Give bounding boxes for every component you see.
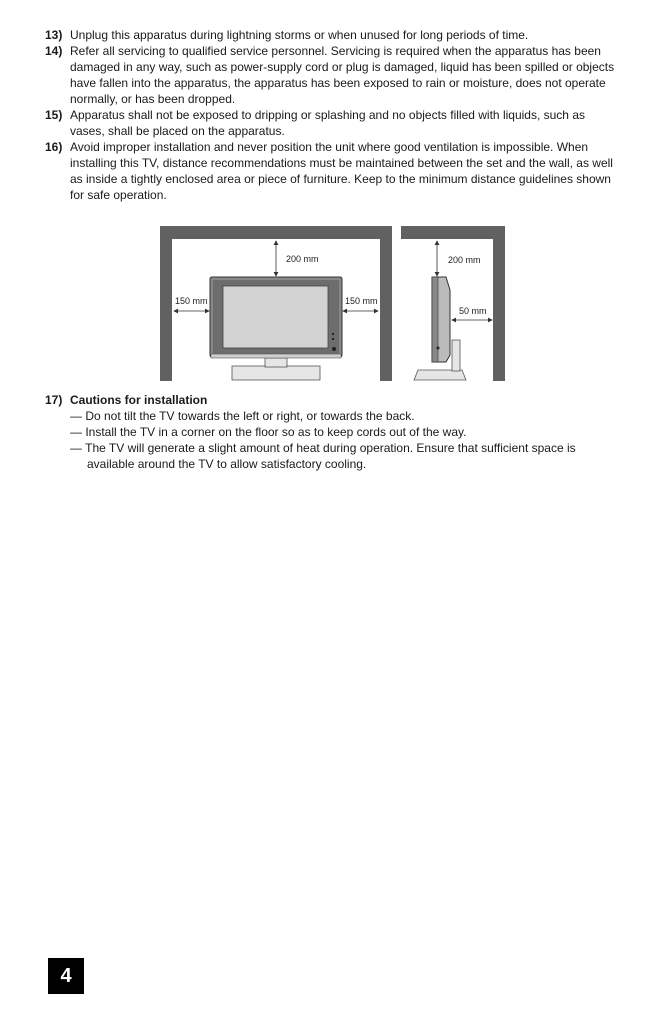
side-top-label: 200 mm	[448, 255, 481, 265]
instruction-number: 14)	[45, 44, 63, 58]
clearance-diagram	[0, 0, 661, 400]
right-wall	[380, 226, 392, 381]
instruction-number: 15)	[45, 108, 63, 122]
instruction-text: Refer all servicing to qualified service personnel. Servicing is required when the apparatus has been damaged in any way, such as power-supply cord or plug is damaged, liquid has been spilled or objects have fallen into the apparatus, the apparatus has been exposed to rain or moisture, does not operate normally, or has been dropped.	[70, 44, 615, 106]
ceiling-wall	[160, 226, 392, 239]
instruction-17	[45, 392, 620, 472]
instruction-text: Avoid improper installation and never position the unit where good ventilation is impossible. When installing this TV, distance recommendations must be maintained between the set and the wall, as well as inside a tightly enclosed area or piece of furniture. Keep to the minimum distance guidelines shown for safe operation.	[70, 140, 613, 202]
front-top-label: 200 mm	[286, 254, 319, 264]
caution-line: — Do not tilt the TV towards the left or right, or towards the back.	[70, 409, 415, 423]
caution-line: — The TV will generate a slight amount of heat during operation. Ensure that sufficient space is available around the TV to allow satisfactory cooling.	[70, 441, 576, 471]
front-left-label: 150 mm	[175, 296, 208, 306]
back-wall	[493, 226, 505, 381]
ceiling-wall	[401, 226, 505, 239]
tv-side-icon	[414, 277, 466, 380]
left-wall	[160, 226, 172, 381]
page-number: 4	[48, 958, 84, 994]
instruction-number: 16)	[45, 140, 63, 154]
side-view	[401, 226, 505, 381]
instruction-number: 13)	[45, 28, 63, 42]
cautions-heading: Cautions for installation	[70, 393, 208, 407]
caution-line: — Install the TV in a corner on the floor so as to keep cords out of the way.	[70, 425, 467, 439]
instruction-number: 17)	[45, 393, 63, 407]
front-right-label: 150 mm	[345, 296, 378, 306]
instruction-text: Unplug this apparatus during lightning storms or when unused for long periods of time.	[70, 28, 529, 42]
instruction-text: Apparatus shall not be exposed to dripping or splashing and no objects filled with liquids, such as vases, shall be placed on the apparatus.	[70, 108, 585, 138]
side-back-label: 50 mm	[459, 306, 487, 316]
tv-front-icon	[210, 277, 342, 380]
front-view	[160, 226, 392, 381]
